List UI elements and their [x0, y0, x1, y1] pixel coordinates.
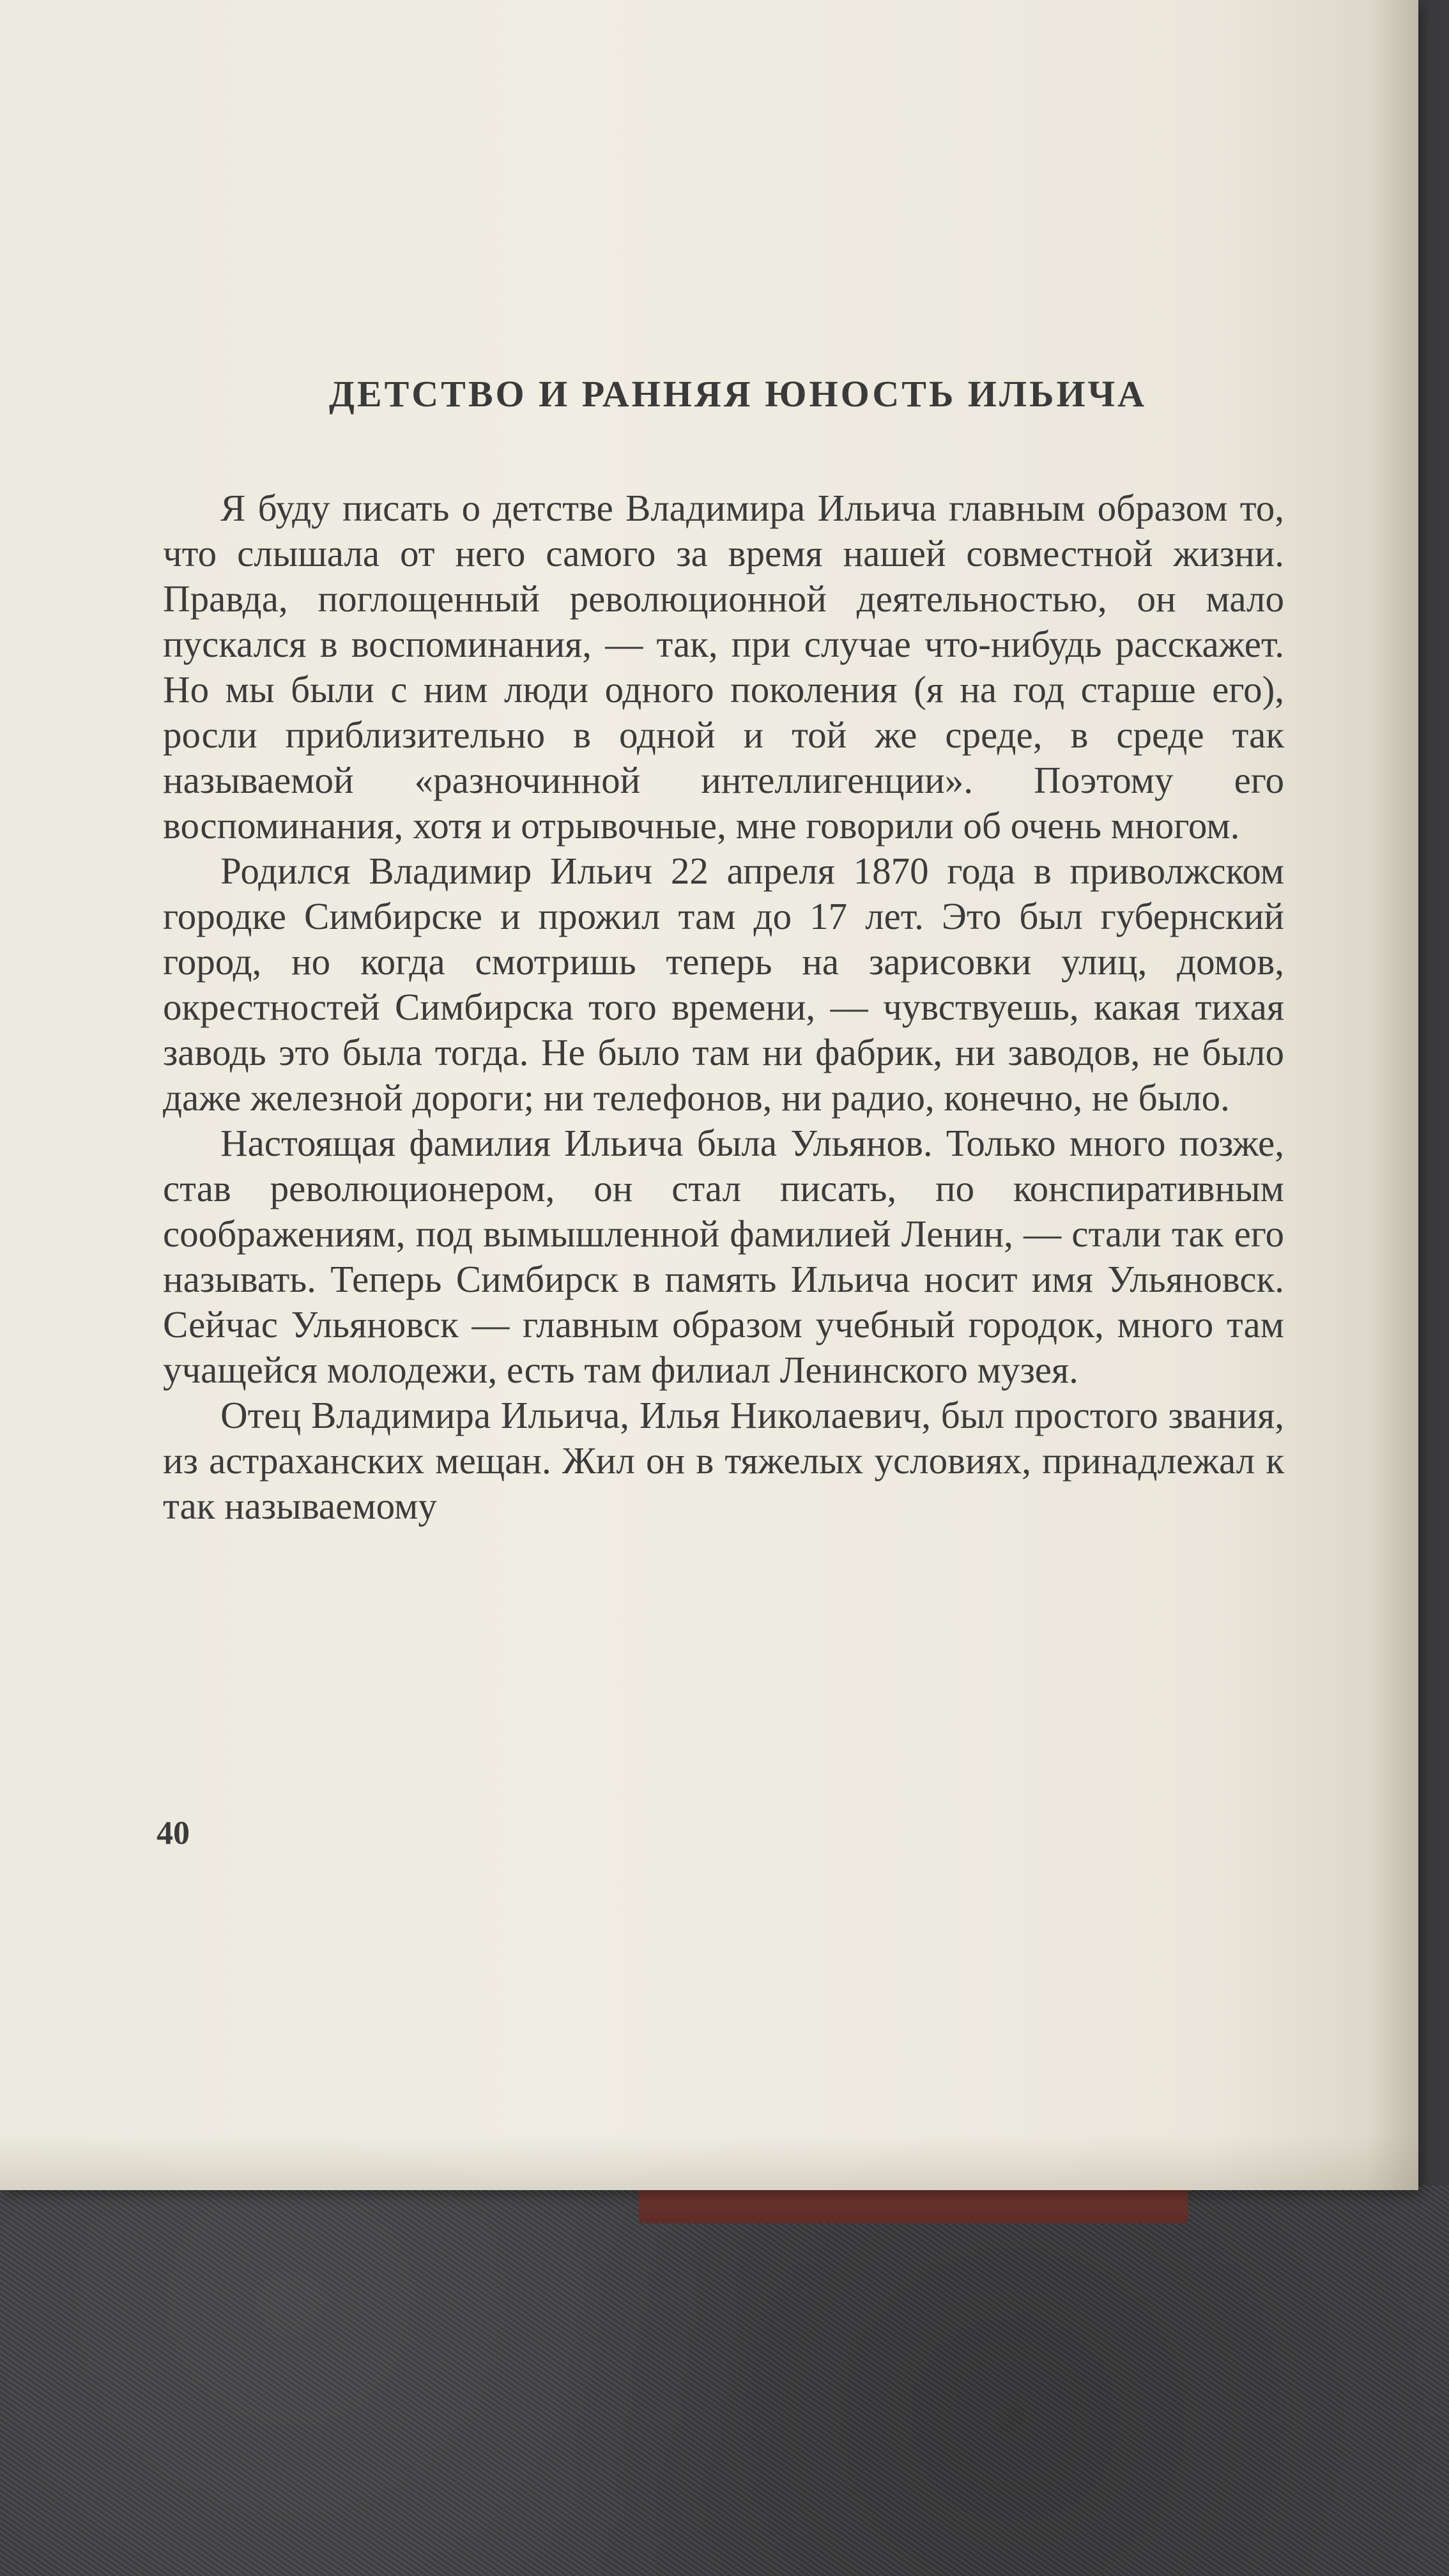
- paragraph-1: Я буду писать о детстве Владимира Ильича главным образом то, что слышала от него самого за время нашей совместной жизни. Правда, поглощенный революционной деятельностью, он мало пускался в воспоминания, — так, при случае что-нибудь расскажет. Но мы были с ним люди одного поколения (я на год старше его), росли приблизительно в одной и той же среде, в среде так называемой «разночинной интеллигенции». Поэтому его воспоминания, хотя и отрывочные, мне говорили об очень многом.: [163, 487, 1284, 847]
- paragraph-4: Отец Владимира Ильича, Илья Николаевич, был простого звания, из астраханских мещан. Жил он в тяжелых условиях, принадлежал к так называемому: [163, 1394, 1284, 1527]
- page-number: 40: [157, 1815, 190, 1851]
- chapter-heading: ДЕТСТВО И РАННЯЯ ЮНОСТЬ ИЛЬИЧА: [329, 373, 1147, 415]
- paragraph-3: Настоящая фамилия Ильича была Ульянов. Только много позже, став революционером, он стал писать, по конспиративным соображениям, под вымышленной фамилией Ленин, — стали так его называть. Теперь Симбирск в память Ильича носит имя Ульяновск. Сейчас Ульяновск — главным образом учебный городок, много там учащейся молодежи, есть там филиал Ленинского музея.: [163, 1122, 1284, 1391]
- body-text: [163, 486, 1284, 1529]
- paragraph-2: Родился Владимир Ильич 22 апреля 1870 года в приволжском городке Симбирске и прожил там до 17 лет. Это был губернский город, но когда смотришь теперь на зарисовки улиц, домов, окрестностей Симбирска того времени, — чувствуешь, какая тихая заводь это была тогда. Не было там ни фабрик, ни заводов, не было даже железной дороги; ни телефонов, ни радио, конечно, не было.: [163, 850, 1284, 1119]
- page-bottom-shadow: [0, 2134, 1418, 2190]
- page-fold-shadow: [1367, 0, 1418, 2190]
- carpet-background: [0, 2185, 1449, 2576]
